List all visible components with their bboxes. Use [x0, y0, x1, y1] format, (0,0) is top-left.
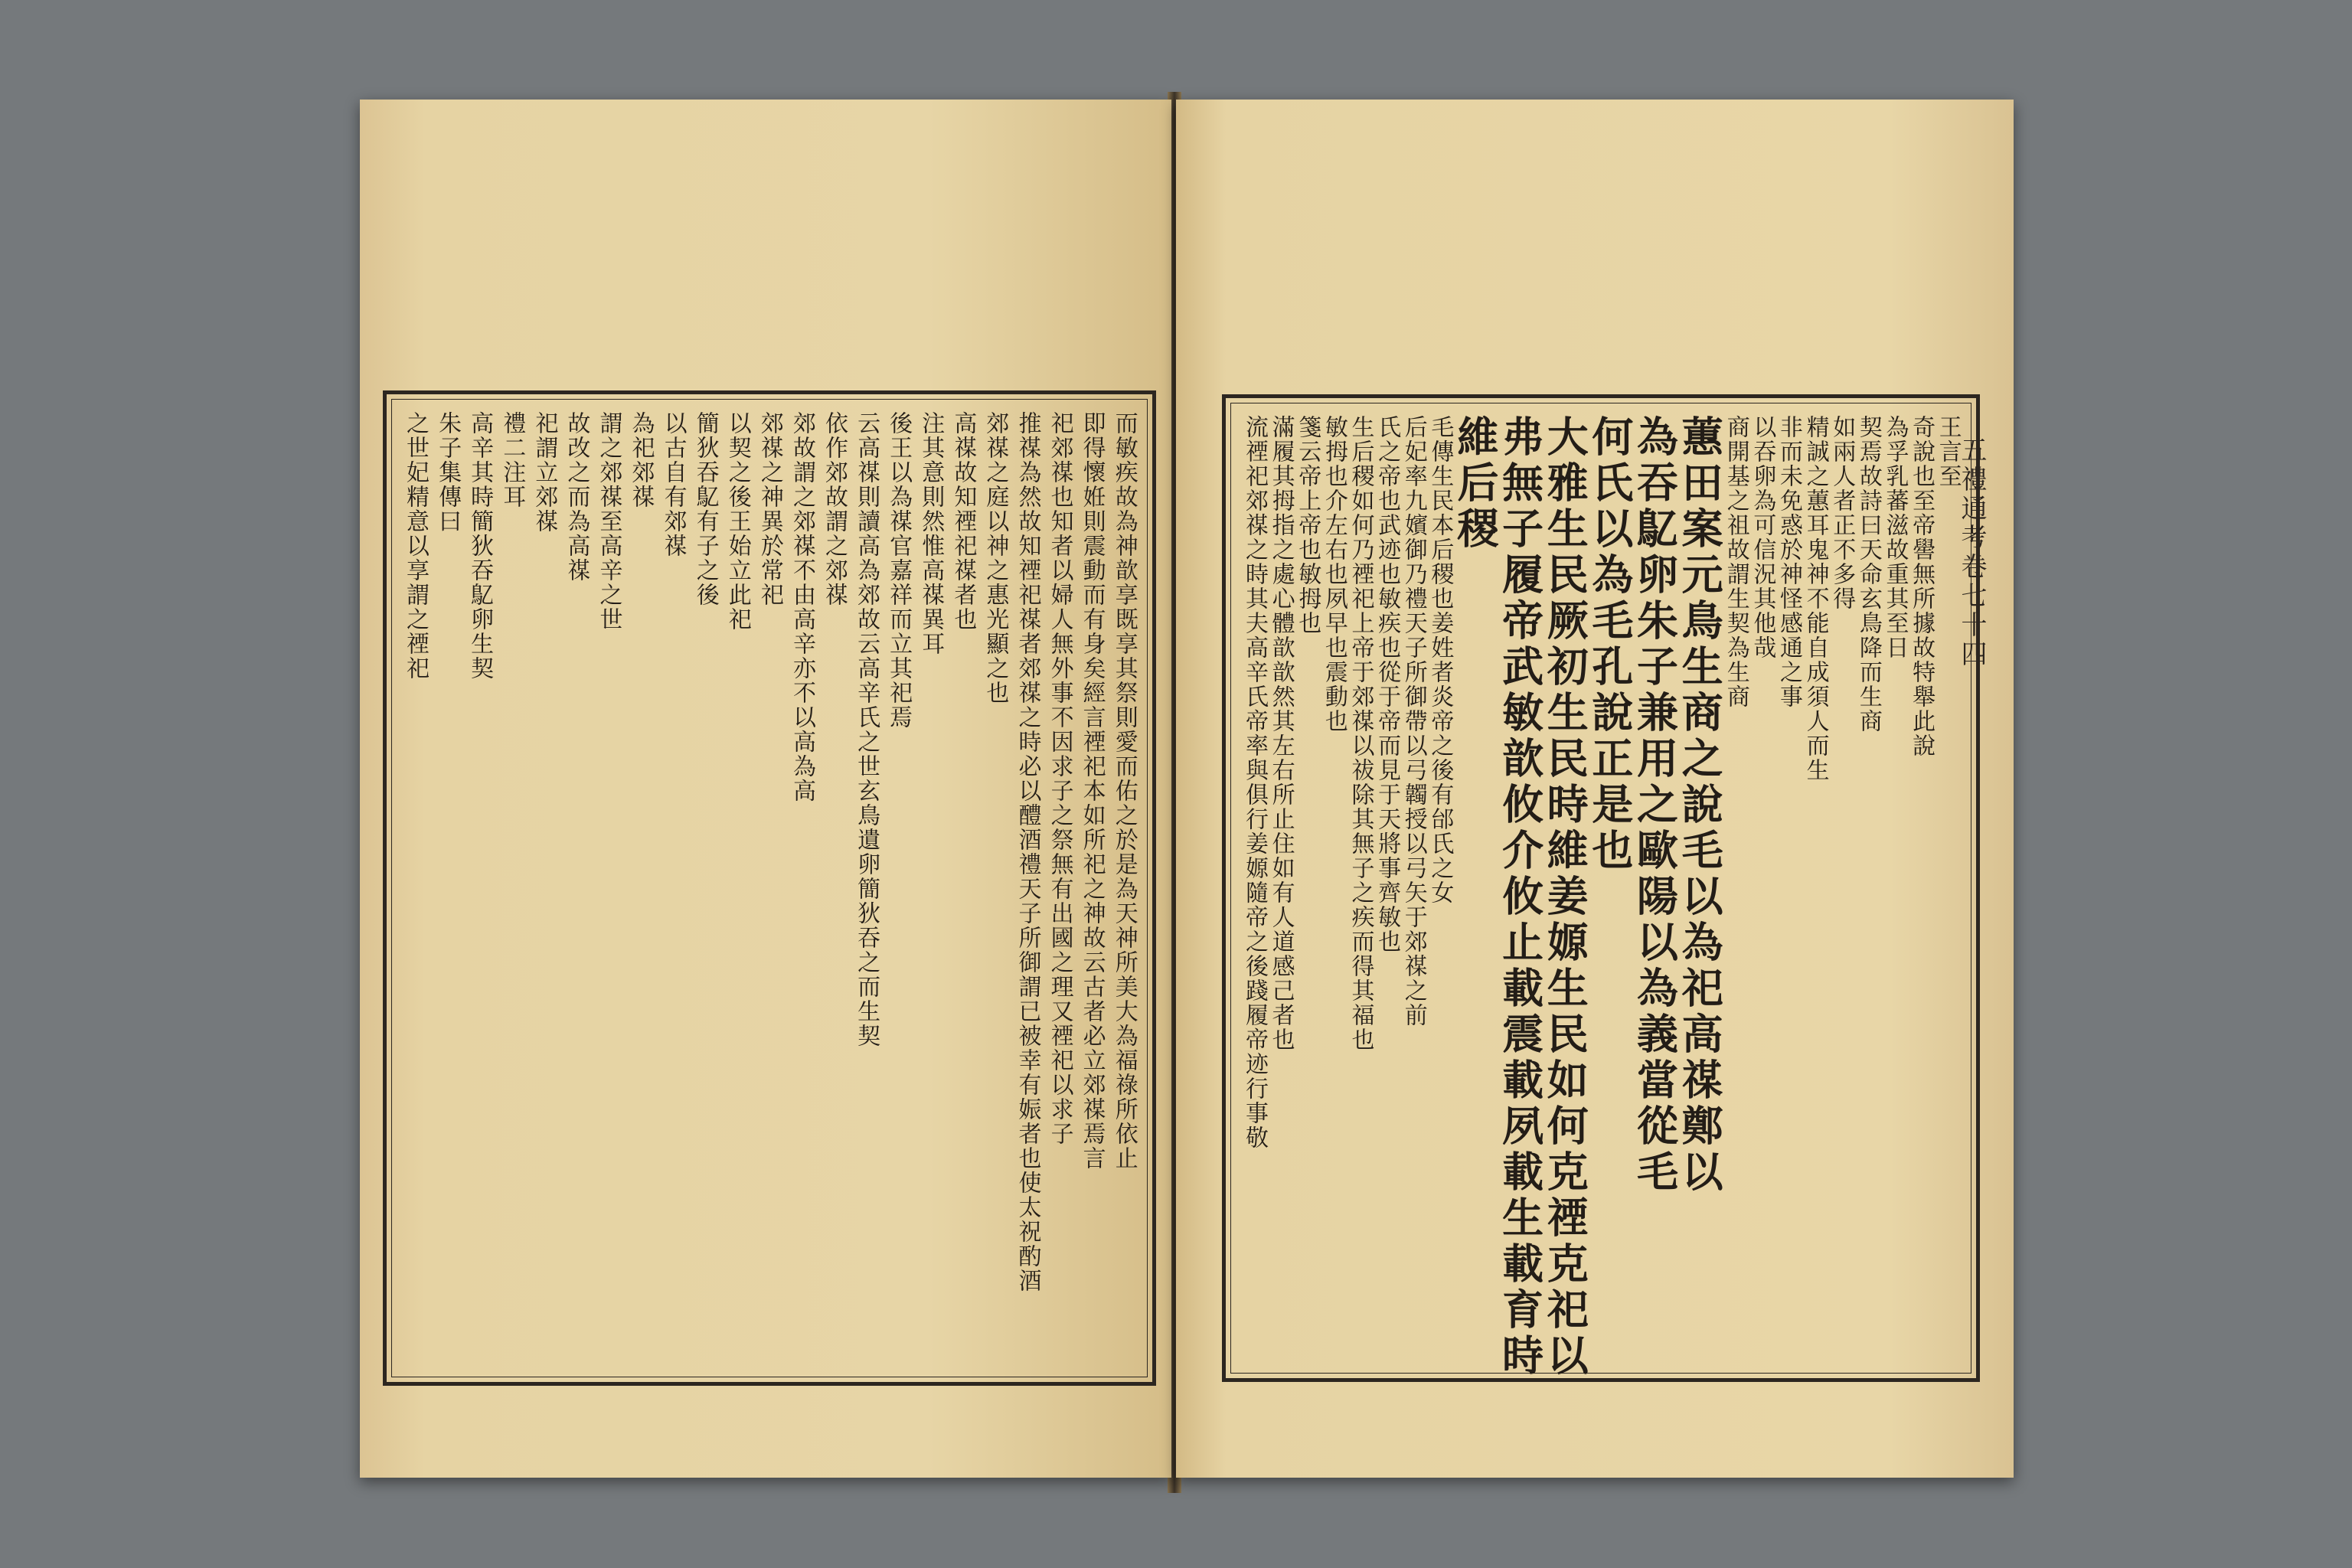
text-column: 朱子集傳曰 — [434, 411, 462, 534]
right-text-columns — [1241, 415, 1962, 1380]
text-column: 后妃率九嬪御乃禮天子所御帶以弓韣授以弓矢于郊禖之前 — [1400, 415, 1427, 1027]
text-column: 高辛其時簡狄吞鳦卵生契 — [466, 411, 494, 681]
text-column: 商開基之祖故謂生契為生商 — [1722, 415, 1749, 709]
text-column: 以吞卵為可信況其他哉 — [1749, 415, 1776, 660]
text-column: 奇說也至帝嚳無所據故特舉此說 — [1908, 415, 1936, 758]
text-column: 云高禖則讀高為郊故云高辛氏之世玄鳥遺卵簡狄吞之而生契 — [853, 411, 880, 1048]
text-column: 以契之後王始立此祀 — [724, 411, 751, 632]
text-column: 而敏疾故為神歆享既享其祭則愛而佑之於是為天神所美大為福祿所依止 — [1110, 411, 1138, 1171]
text-column: 祀郊禖也知者以婦人無外事不因求子之祭無有出國之理又禋祀以求子 — [1046, 411, 1073, 1146]
left-page — [360, 100, 1171, 1478]
text-column: 契焉故詩曰天命玄鳥降而生商 — [1854, 415, 1882, 733]
text-column: 謂之郊禖至高辛之世 — [595, 411, 622, 632]
text-column: 即得懷姙則震動而有身矣經言禋祀本如所祀之神故云古者必立郊禖焉言 — [1078, 411, 1106, 1171]
text-column: 蕙田案元鳥生商之說毛以為祀高禖鄭以 — [1675, 415, 1725, 1196]
text-column: 之世妃精意以享謂之禋祀 — [402, 411, 429, 681]
text-column: 祀謂立郊禖 — [531, 411, 558, 534]
open-book — [360, 92, 2014, 1493]
text-column: 精誠之蕙耳鬼神不能自成須人而生 — [1802, 415, 1829, 782]
text-column: 敏拇也介左右也夙早也震動也 — [1320, 415, 1348, 733]
text-column: 故改之而為高禖 — [563, 411, 590, 583]
text-column: 流禋祀郊禖之時其夫高辛氏帝率與俱行姜嫄隨帝之後踐履帝迹行事敬 — [1241, 415, 1268, 1150]
text-column: 王言至 — [1934, 415, 1962, 488]
text-column: 維后稷 — [1451, 415, 1500, 553]
text-column: 非而未免惑於神怪感通之事 — [1775, 415, 1802, 709]
text-column: 郊禖之庭以神之惠光顯之也 — [982, 411, 1009, 705]
text-column: 簡狄吞鳦有子之後 — [691, 411, 719, 607]
right-page — [1176, 100, 2014, 1478]
text-column: 禮二注耳 — [498, 411, 526, 509]
text-column: 為祀郊禖 — [627, 411, 655, 509]
right-text-frame — [1222, 394, 1980, 1382]
text-column: 滿履其拇指之處心體歆歆然其左右所止住如有人道感己者也 — [1267, 415, 1295, 1052]
text-column: 如兩人者正不多得 — [1828, 415, 1856, 611]
left-text-frame — [383, 390, 1156, 1386]
text-column: 依作郊故謂之郊禖 — [821, 411, 848, 607]
text-column: 郊故謂之郊禖不由高辛亦不以高為高 — [788, 411, 815, 803]
left-text-columns — [402, 411, 1138, 1365]
text-column: 弗無子履帝武敏歆攸介攸止載震載夙載生載育時 — [1495, 415, 1545, 1380]
text-column: 大雅生民厥初生民時維姜嫄生民如何克禋克祀以 — [1540, 415, 1590, 1380]
text-column: 注其意則然惟高禖異耳 — [917, 411, 945, 656]
text-column: 生后稷如何乃禋祀上帝于郊禖以祓除其無子之疾而得其福也 — [1347, 415, 1374, 1052]
text-column: 以古自有郊禖 — [659, 411, 687, 558]
text-column: 為孚乳蕃滋故重其至日 — [1881, 415, 1909, 660]
text-column: 高禖故知禋祀禖者也 — [949, 411, 977, 632]
text-column: 後王以為禖官嘉祥而立其祀焉 — [885, 411, 913, 730]
text-column: 毛傳生民本后稷也姜姓者炎帝之後有邰氏之女 — [1426, 415, 1454, 905]
text-column: 郊禖之神異於常祀 — [756, 411, 783, 607]
text-column: 推禖為然故知禋祀禖者郊禖之時必以醴酒禮天子所御謂已被幸有娠者也使太祝酌酒 — [1014, 411, 1041, 1293]
block-edge-title: 五禮通考卷七十四 — [1956, 436, 1987, 669]
text-column: 何氏以為毛孔說正是也 — [1585, 415, 1635, 874]
text-column: 為吞鳦卵朱子兼用之歐陽以為義當從毛 — [1630, 415, 1680, 1196]
text-column: 氏之帝也武迹也敏疾也從于帝而見于天將事齊敏也 — [1374, 415, 1401, 954]
text-column: 箋云帝上帝也敏拇也 — [1294, 415, 1321, 635]
